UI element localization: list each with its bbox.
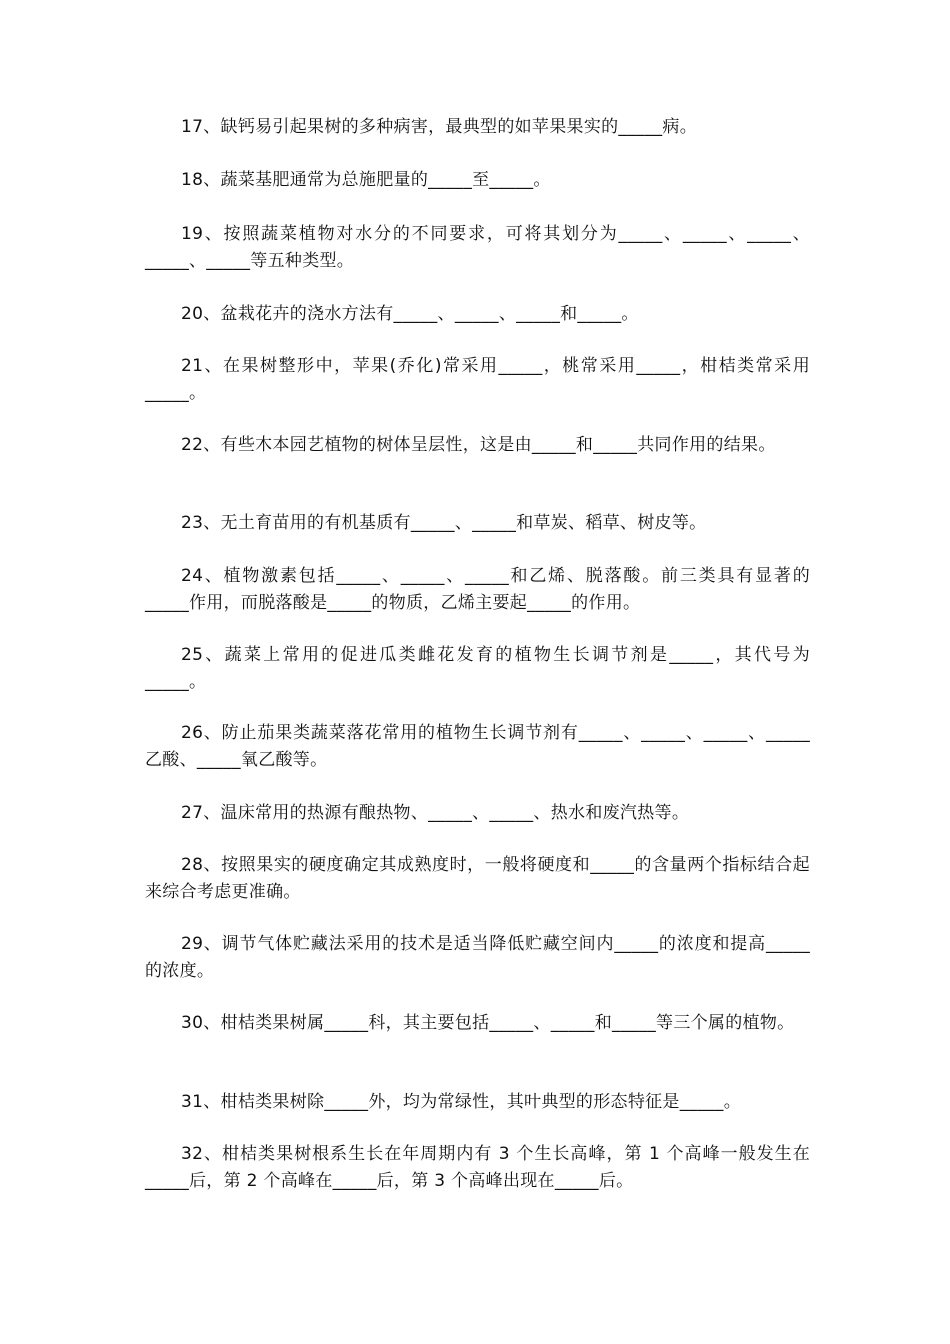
question-22: 22、有些木本园艺植物的树体呈层性，这是由_____和_____共同作用的结果。 [181, 435, 776, 455]
question-24: 24、植物激素包括_____、_____、_____和乙烯、脱落酸。前三类具有显著的_____作用，而脱落酸是_____的物质，乙烯主要起_____的作用。 [145, 566, 810, 613]
question-19: 19、按照蔬菜植物对水分的不同要求，可将其划分为_____、_____、_____、_____、_____等五种类型。 [145, 224, 810, 271]
question-31: 31、柑桔类果树除_____外，均为常绿性，其叶典型的形态特征是_____。 [181, 1092, 742, 1112]
question-26: 26、防止茄果类蔬菜落花常用的植物生长调节剂有_____、_____、_____、_____乙酸、_____氧乙酸等。 [145, 723, 810, 770]
question-23: 23、无土育苗用的有机基质有_____、_____和草炭、稻草、树皮等。 [181, 513, 707, 533]
question-30: 30、柑桔类果树属_____科，其主要包括_____、_____和_____等三个属的植物。 [181, 1013, 795, 1033]
question-20: 20、盆栽花卉的浇水方法有_____、_____、_____和_____。 [181, 304, 639, 324]
question-32: 32、柑桔类果树根系生长在年周期内有 3 个生长高峰，第 1 个高峰一般发生在_____后，第 2 个高峰在_____后，第 3 个高峰出现在_____后。 [145, 1144, 810, 1191]
question-28: 28、按照果实的硬度确定其成熟度时，一般将硬度和_____的含量两个指标结合起来综合考虑更准确。 [145, 855, 810, 902]
question-17: 17、缺钙易引起果树的多种病害，最典型的如苹果果实的_____病。 [181, 117, 698, 137]
question-27: 27、温床常用的热源有酿热物、_____、_____、热水和废汽热等。 [181, 803, 690, 823]
question-29: 29、调节气体贮藏法采用的技术是适当降低贮藏空间内_____的浓度和提高_____的浓度。 [145, 934, 810, 981]
question-21: 21、在果树整形中，苹果(乔化)常采用_____，桃常采用_____，柑桔类常采用_____。 [145, 356, 810, 403]
question-18: 18、蔬菜基肥通常为总施肥量的_____至_____。 [181, 170, 551, 190]
question-25: 25、蔬菜上常用的促进瓜类雌花发育的植物生长调节剂是_____，其代号为_____。 [145, 645, 810, 692]
